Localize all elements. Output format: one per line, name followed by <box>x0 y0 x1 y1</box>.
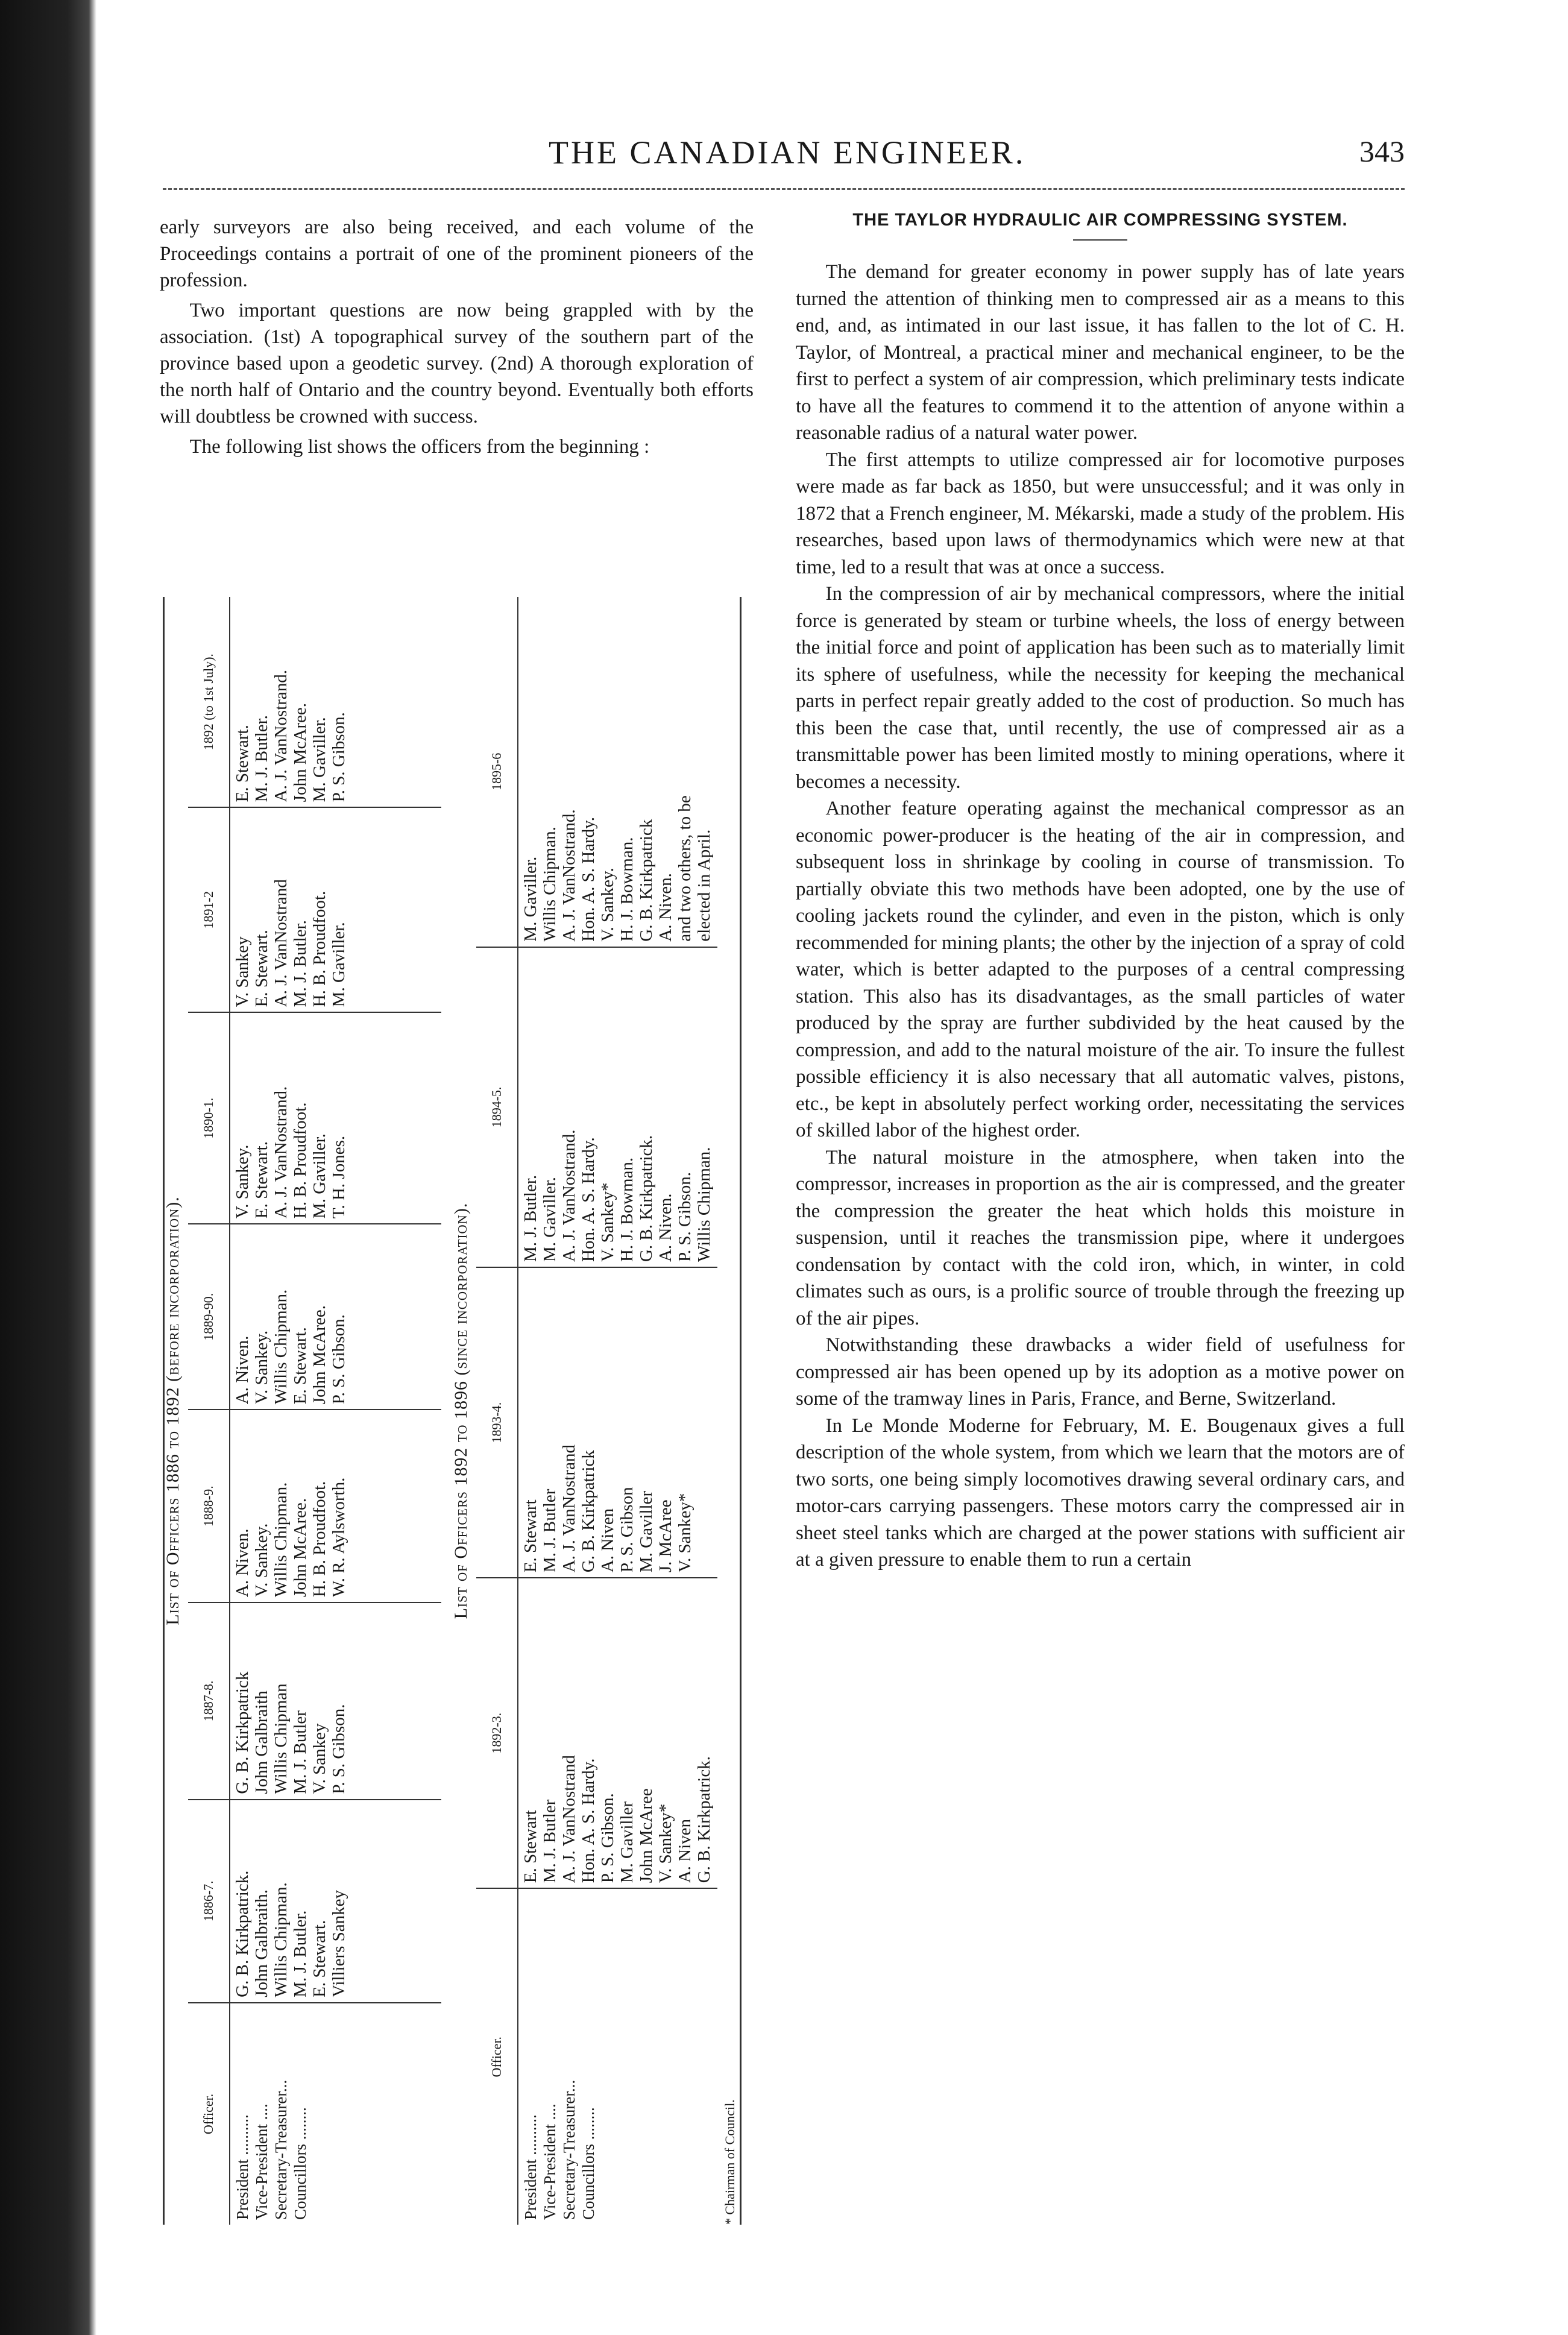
cell-text: John McAree. <box>291 1498 310 1598</box>
cell-text: H. J. Bowman. <box>617 1157 637 1262</box>
table-cell <box>230 807 441 1012</box>
cell-text: M. Gaviller <box>637 1490 656 1573</box>
cell-text: P. S. Gibson. <box>675 1171 694 1262</box>
table1-title: List of Officers 1886 to 1892 (before incorporation). <box>163 1196 183 1625</box>
table-footnote: * Chairman of Council. <box>722 2099 737 2225</box>
paragraph: The following list shows the officers from the beginning : <box>189 436 650 458</box>
officers-table-1892-1896 <box>476 597 717 2225</box>
table-cell <box>518 947 717 1267</box>
officers-table-1886-1892 <box>188 597 441 2225</box>
page-header <box>181 134 1405 176</box>
cell-text: G. B. Kirkpatrick. <box>233 1870 252 1997</box>
cell-text: M. J. Butler. <box>291 920 310 1007</box>
cell-text: John McAree <box>637 1788 656 1883</box>
cell-text: A. Niven. <box>233 1528 252 1598</box>
cell-text: John McAree. <box>291 703 310 802</box>
paragraph: Another feature operating against the mechanical compressor as an economic power-producer is the heating of the air in compression, and subsequent loss in shrinkage by cooling in course of transmission. To partially obviate this two methods have been adopted, one by the use of cooling jackets round the cylinder, and even in the piston, which is only recommended for mining plants; the other by the injection of a spray of cold water, which is better adapted to the purposes of a central compressing station. This also has its disadvantages, as the small particles of water produced by the spray are further subdivided by the heat caused by the compression, and add to the natural moisture of the air. To insure the fullest possible efficiency it is also necessary that all automatic valves, pistons, etc., be kept in absolutely perfect working order, necessitating the services of skilled labor of the highest order. <box>796 798 1405 1141</box>
cell-text: E. Stewart. <box>252 1141 271 1219</box>
officer-label: Councillors ........ <box>291 2107 309 2220</box>
cell-text: V. Sankey. <box>252 1523 271 1598</box>
column-header: 1895-6 <box>476 597 518 947</box>
cell-text: M. J. Butler <box>291 1710 310 1794</box>
officer-label: Vice-President .... <box>541 2103 559 2220</box>
column-header: 1891-2 <box>188 807 230 1012</box>
cell-text: P. S. Gibson. <box>329 712 348 802</box>
page-number: 343 <box>1359 134 1405 168</box>
table-cell <box>230 1602 441 1800</box>
table-row <box>518 597 717 2225</box>
cell-text: and two others, to be <box>675 795 694 942</box>
cell-text: H. B. Proudfoot. <box>310 890 329 1007</box>
officer-label: President .......... <box>521 2114 540 2220</box>
table-row <box>230 597 441 2225</box>
cell-text: A. J. VanNostrand. <box>271 1086 291 1219</box>
cell-text: M. Gaviller. <box>310 717 329 802</box>
column-header: 1894-5. <box>476 947 518 1267</box>
cell-text: M. Gaviller. <box>329 922 348 1007</box>
cell-text: Willis Chipman. <box>540 827 559 942</box>
cell-text: Willis Chipman. <box>271 1482 291 1598</box>
cell-text: M. J. Butler. <box>291 1910 310 1997</box>
column-header: 1893-4. <box>476 1267 518 1578</box>
cell-text: V. Sankey* <box>656 1803 675 1883</box>
paragraph: The demand for greater economy in power supply has of late years turned the attention of thinking men to compressed air as a means to this end, and, as intimated in our last issue, it has fallen to the lot of C. H. Taylor, of Montreal, a practical miner and mechanical engineer, to be the first to perfect a system of air compression, which preliminary tests indicate to have all the features to commend it to the attention of anyone within a reasonable radius of a natural water power. <box>796 261 1405 444</box>
cell-text: V. Sankey <box>233 936 252 1007</box>
paragraph: early surveyors are also being received, and each volume of the Proceedings contains a portrait of one of the prominent pioneers of the profession. <box>160 216 754 291</box>
table-cell <box>230 1410 441 1602</box>
cell-text: A. J. VanNostrand <box>271 879 291 1007</box>
paragraph: Notwithstanding these drawbacks a wider field of usefulness for compressed air has been opened up by its adoption as a motive power on some of the tramway lines in Paris, France, and Berne, Switzerland. <box>796 1334 1405 1410</box>
cell-text: G. B. Kirkpatrick <box>233 1671 252 1794</box>
cell-text: G. B. Kirkpatrick. <box>694 1756 714 1883</box>
cell-text: A. J. VanNostrand. <box>559 809 579 942</box>
table-cell <box>518 1578 717 1888</box>
table-cell <box>518 1267 717 1578</box>
cell-text: E. Stewart. <box>291 1327 310 1405</box>
column-header: 1889-90. <box>188 1224 230 1410</box>
table-cell <box>518 1888 717 2225</box>
cell-text: John McAree. <box>310 1305 329 1405</box>
column-header: 1892-3. <box>476 1578 518 1888</box>
page-binding-edge <box>0 0 96 2335</box>
cell-text: M. Gaviller <box>617 1801 637 1883</box>
column-header: 1890-1. <box>188 1012 230 1224</box>
running-title: THE CANADIAN ENGINEER. <box>549 134 1026 171</box>
cell-text: M. J. Butler. <box>252 715 271 802</box>
officer-label: Secretary-Treasurer... <box>560 2079 578 2220</box>
cell-text: A. J. VanNostrand. <box>271 669 291 802</box>
cell-text: W. R. Aylsworth. <box>329 1477 348 1598</box>
cell-text: Willis Chipman. <box>694 1147 714 1262</box>
cell-text: G. B. Kirkpatrick. <box>637 1135 656 1262</box>
cell-text: A. Niven. <box>656 1193 675 1262</box>
cell-text: V. Sankey. <box>252 1330 271 1405</box>
cell-text: Willis Chipman. <box>271 1882 291 1997</box>
cell-text: A. Niven <box>675 1818 694 1883</box>
rotated-tables-block <box>163 597 741 2225</box>
column-header: 1887-8. <box>188 1602 230 1800</box>
cell-text: Villiers Sankey <box>329 1889 348 1997</box>
right-column-article <box>796 208 1405 1574</box>
cell-text: M. Gaviller. <box>310 1133 329 1219</box>
cell-text: A. Niven <box>598 1508 617 1573</box>
column-header: Officer. <box>476 1888 518 2225</box>
cell-text: P. S. Gibson. <box>329 1704 348 1794</box>
cell-text: A. J. VanNostrand. <box>559 1129 579 1262</box>
officers-tables <box>163 597 741 2225</box>
table-cell <box>518 597 717 947</box>
cell-text: H. B. Proudfoot. <box>291 1102 310 1219</box>
cell-text: Hon. A. S. Hardy. <box>579 1758 598 1883</box>
table-cell <box>230 1012 441 1224</box>
paragraph: In the compression of air by mechanical compressors, where the initial force is generated by steam or turbine wheels, the loss of energy between the initial force and point of application has been such as to materially limit its sphere of usefulness, while the necessity for keeping the mechanical parts in perfect repair greatly added to the cost of production. So much has this been the case that, until recently, the use of compressed air as a transmittable power has been limited mostly to mining operations, where it becomes a necessity. <box>796 583 1405 793</box>
cell-text: M. J. Butler. <box>521 1174 540 1262</box>
cell-text: V. Sankey. <box>233 1144 252 1219</box>
cell-text: A. Niven. <box>656 873 675 942</box>
cell-text: V. Sankey. <box>598 868 617 942</box>
table-cell <box>230 2003 441 2225</box>
table-cell <box>230 597 441 807</box>
cell-text: G. B. Kirkpatrick <box>579 1450 598 1573</box>
cell-text: T. H. Jones. <box>329 1135 348 1219</box>
cell-text: M. J. Butler <box>540 1489 559 1573</box>
officer-label: Councillors ........ <box>579 2107 597 2220</box>
table-cell <box>230 1800 441 2003</box>
column-header: Officer. <box>188 2003 230 2225</box>
cell-text: E. Stewart. <box>310 1920 329 1997</box>
table-header-row <box>476 597 518 2225</box>
cell-text: E. Stewart. <box>252 930 271 1007</box>
cell-text: John Galbraith. <box>252 1889 271 1997</box>
cell-text: P. S. Gibson <box>617 1487 637 1573</box>
cell-text: V. Sankey* <box>598 1182 617 1262</box>
cell-text: Willis Chipman. <box>271 1289 291 1405</box>
table-header-row <box>188 597 230 2225</box>
article-heading: THE TAYLOR HYDRAULIC AIR COMPRESSING SYSTEM. <box>852 210 1348 230</box>
paragraph: In Le Monde Moderne for February, M. E. Bougenaux gives a full description of the whole system, from which we learn that the motors are of two sorts, one being simply locomotives drawing several ordinary cars, and motor-cars carrying passengers. These motors carry the compressed air in sheet steel tanks which are charged at the power stations with sufficient air at a given pressure to enable them to run a certain <box>796 1414 1405 1571</box>
column-header: 1888-9. <box>188 1410 230 1602</box>
table2-title: List of Officers 1892 to 1896 (since incorporation). <box>451 1202 471 1619</box>
cell-text: J. McAree <box>656 1499 675 1573</box>
cell-text: A. J. VanNostrand <box>559 1445 579 1573</box>
left-column-text <box>160 214 754 464</box>
cell-text: P. S. Gibson. <box>598 1793 617 1883</box>
cell-text: V. Sankey* <box>675 1493 694 1573</box>
cell-text: Willis Chipman <box>271 1683 291 1794</box>
cell-text: H. B. Proudfoot. <box>310 1481 329 1598</box>
column-header: 1886-7. <box>188 1800 230 2003</box>
cell-text: elected in April. <box>694 829 714 942</box>
paragraph: The natural moisture in the atmosphere, when taken into the compressor, increases in proportion as the air is compressed, and the greater the compression the greater the heat which holds this moisture in suspension, until it reaches the transmission pipe, where it undergoes condensation by contact with the cold iron, which, in winter, in cold climates such as ours, is a prolific source of trouble through the freezing up of the air pipes. <box>796 1146 1405 1329</box>
cell-text: M. Gaviller. <box>540 1177 559 1262</box>
paragraph: Two important questions are now being grappled with by the association. (1st) A topographical survey of the southern part of the province based upon a geodetic survey. (2nd) A thorough exploration of the north half of Ontario and the country beyond. Eventually both efforts will doubtless be crowned with success. <box>160 300 754 427</box>
cell-text: E. Stewart. <box>233 725 252 802</box>
heading-rule <box>1073 239 1127 241</box>
cell-text: Hon. A. S. Hardy. <box>579 816 598 942</box>
cell-text: E. Stewart <box>521 1499 540 1573</box>
officer-label: Vice-President .... <box>253 2103 271 2220</box>
column-header: 1892 (to 1st July). <box>188 597 230 807</box>
cell-text: P. S. Gibson. <box>329 1314 348 1405</box>
cell-text: Hon. A. S. Hardy. <box>579 1137 598 1262</box>
cell-text: V. Sankey <box>310 1723 329 1794</box>
cell-text: A. Niven. <box>233 1335 252 1405</box>
table-cell <box>230 1224 441 1410</box>
cell-text: H. J. Bowman. <box>617 837 637 942</box>
paragraph: The first attempts to utilize compressed air for locomotive purposes were made as far back as 1850, but were unsuccessful; and it was only in 1872 that a French engineer, M. Mékarski, made a study of the problem. His researches, based upon laws of thermodynamics which were new at that time, led to a result that was at once a success. <box>796 449 1405 578</box>
cell-text: M. J. Butler <box>540 1799 559 1883</box>
cell-text: M. Gaviller. <box>521 856 540 942</box>
header-rule <box>163 188 1405 190</box>
cell-text: John Galbraith <box>252 1691 271 1794</box>
officer-label: President .......... <box>233 2114 251 2220</box>
cell-text: A. J. VanNostrand <box>559 1755 579 1883</box>
cell-text: G. B. Kirkpatrick <box>637 819 656 942</box>
officer-label: Secretary-Treasurer... <box>272 2079 290 2220</box>
cell-text: E. Stewart <box>521 1810 540 1883</box>
